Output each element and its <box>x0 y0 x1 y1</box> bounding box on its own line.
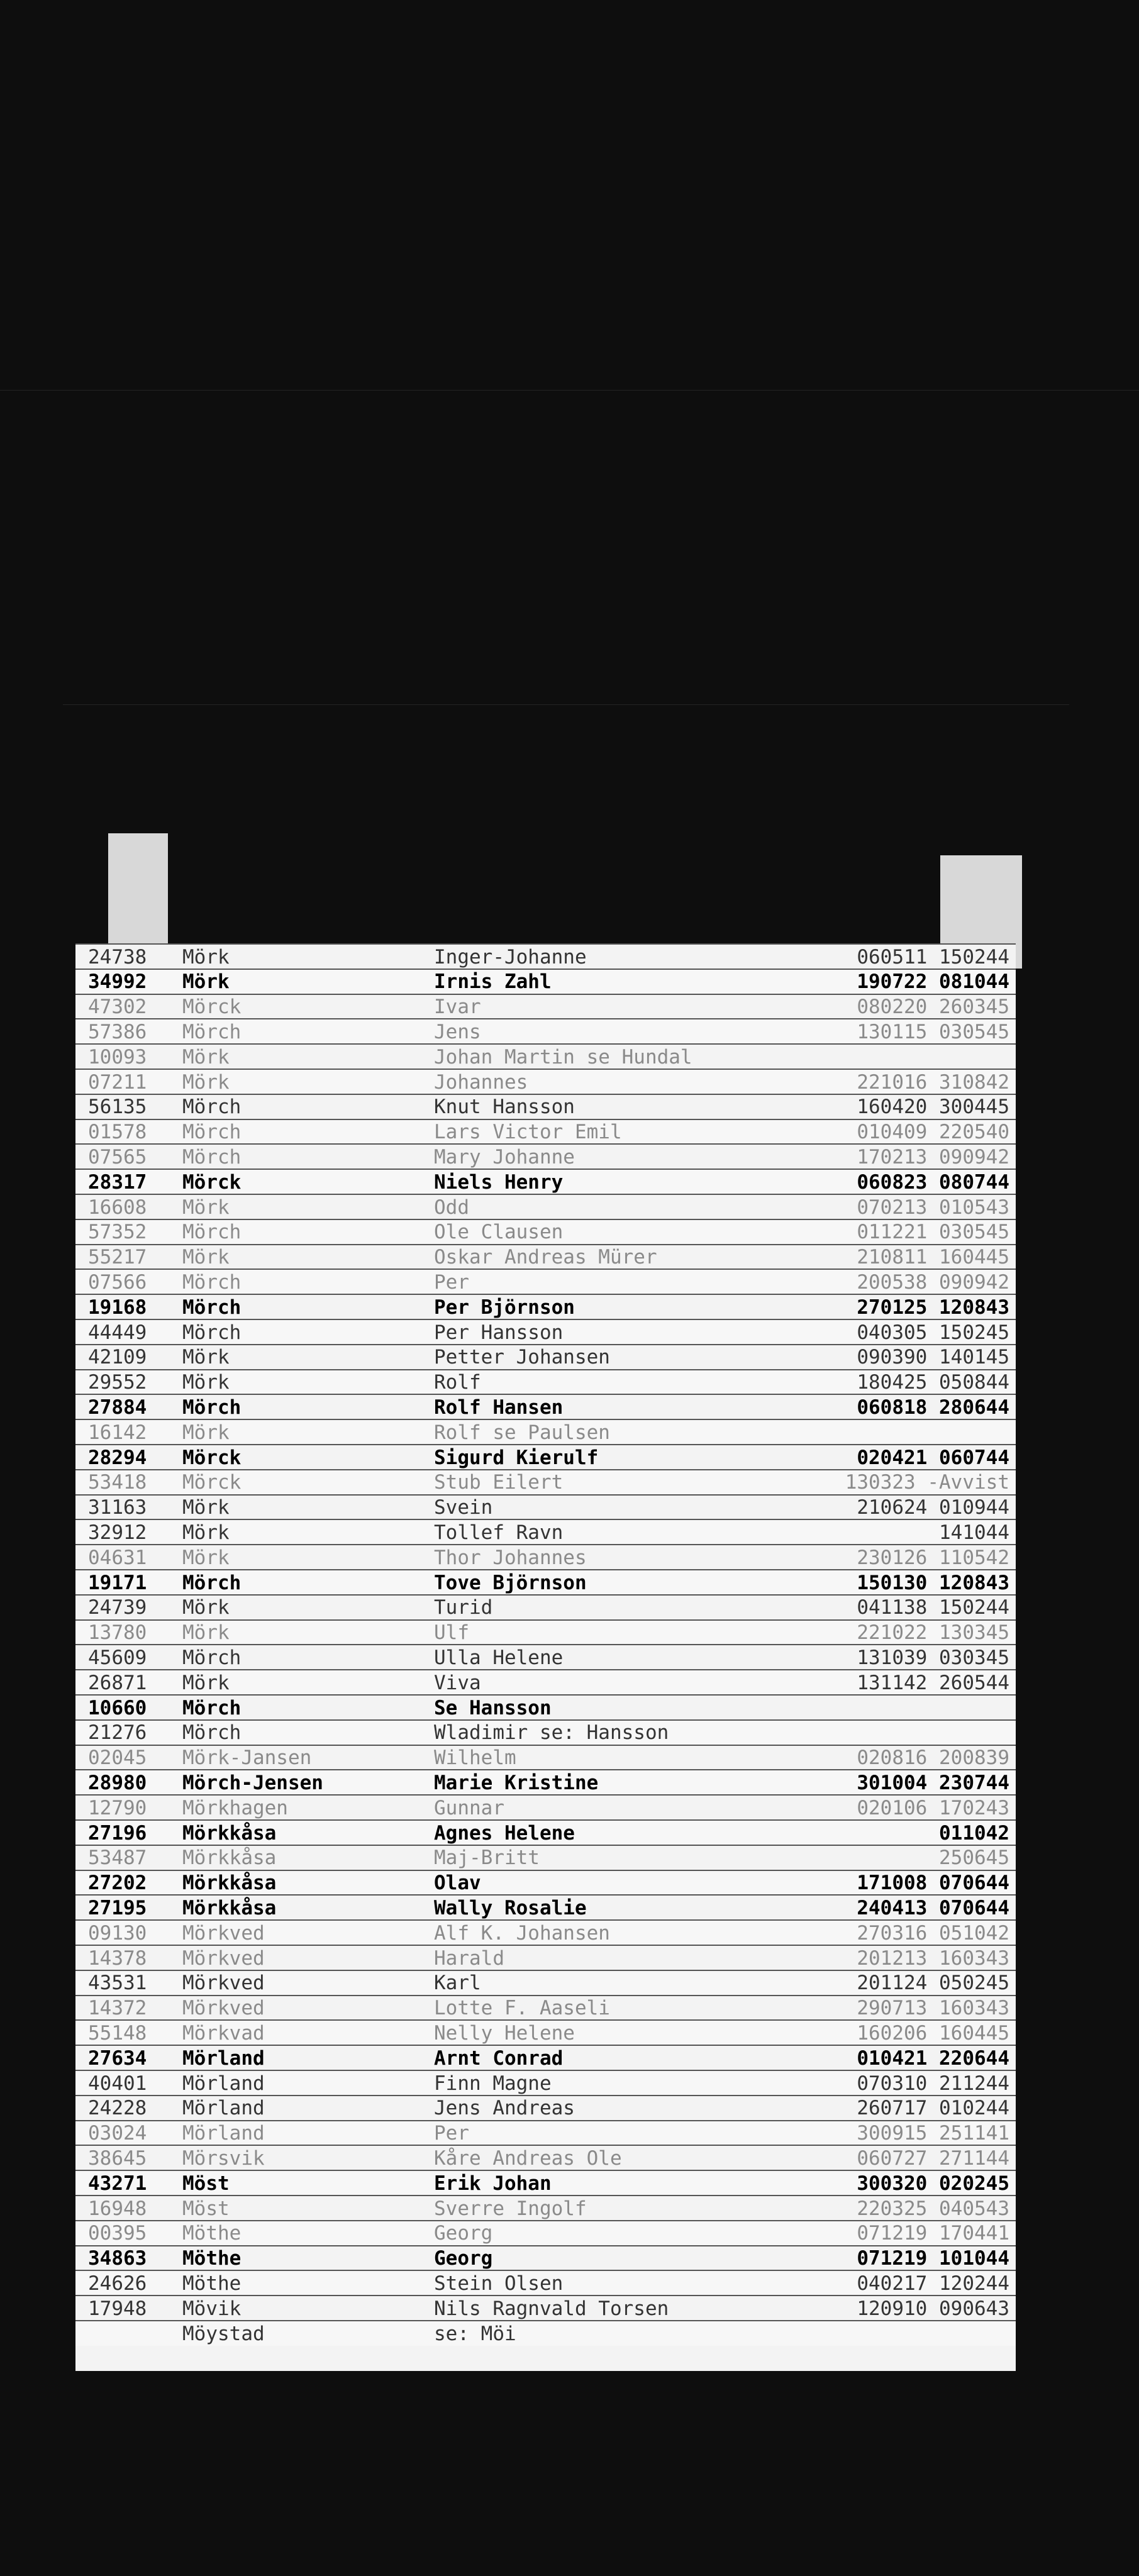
dates: 171008 070644 <box>857 1872 1009 1895</box>
dates: 010421 220644 <box>857 2046 1009 2070</box>
dates: 060511 150244 <box>857 945 1009 969</box>
dates: 020106 170243 <box>857 1796 1009 1819</box>
dates: 190722 081044 <box>857 970 1009 994</box>
surname: Mörk <box>182 1246 230 1269</box>
surname: Mörch-Jensen <box>182 1771 323 1794</box>
surname: Mörland <box>182 2097 265 2120</box>
dates: 130115 030545 <box>857 1020 1009 1043</box>
dates: 201124 050245 <box>857 1972 1009 1995</box>
index-card-stack <box>75 943 1016 2371</box>
index-card-row <box>75 2320 1016 2346</box>
surname: Mörland <box>182 2122 265 2145</box>
index-card-row <box>75 1870 1016 1896</box>
dates: 071219 101044 <box>857 2247 1009 2270</box>
given-name: Wilhelm <box>434 1746 516 1770</box>
dates: 170213 090942 <box>857 1145 1009 1169</box>
index-card-row <box>75 1043 1016 1069</box>
card-number: 31163 <box>88 1496 147 1519</box>
given-name: Erik Johan <box>434 2172 552 2195</box>
given-name: Stub Eilert <box>434 1471 564 1494</box>
dates: 300320 020245 <box>857 2172 1009 2195</box>
card-number: 55217 <box>88 1246 147 1269</box>
given-name: Rolf Hansen <box>434 1396 564 1419</box>
surname: Mörch <box>182 1221 242 1244</box>
card-number: 07566 <box>88 1270 147 1294</box>
given-name: Wally Rosalie <box>434 1896 587 1919</box>
index-card-row <box>75 1469 1016 1495</box>
dates: 180425 050844 <box>857 1371 1009 1394</box>
index-card-row <box>75 1544 1016 1570</box>
surname: Mörk <box>182 1521 230 1544</box>
given-name: Ulf <box>434 1621 469 1645</box>
dates: 131142 260544 <box>857 1671 1009 1694</box>
dates: 230126 110542 <box>857 1546 1009 1569</box>
card-number: 14378 <box>88 1946 147 1970</box>
index-card-row <box>75 1494 1016 1520</box>
surname: Mörch <box>182 1020 242 1043</box>
given-name: Gunnar <box>434 1796 504 1819</box>
dates: 011221 030545 <box>857 1221 1009 1244</box>
surname: Mörkved <box>182 1997 265 2020</box>
surname: Mörk-Jansen <box>182 1746 312 1770</box>
card-number: 27634 <box>88 2046 147 2070</box>
given-name: Rolf se Paulsen <box>434 1421 610 1444</box>
card-number: 14372 <box>88 1997 147 2020</box>
dates: 011042 <box>939 1821 1009 1845</box>
given-name: Arnt Conrad <box>434 2046 564 2070</box>
dates: 010409 220540 <box>857 1121 1009 1144</box>
index-card-row <box>75 2245 1016 2271</box>
dates: 020421 060744 <box>857 1446 1009 1469</box>
card-number: 42109 <box>88 1346 147 1369</box>
surname: Mövik <box>182 2297 242 2320</box>
given-name: Stein Olsen <box>434 2272 564 2295</box>
card-number: 10093 <box>88 1045 147 1069</box>
dates: 240413 070644 <box>857 1896 1009 1919</box>
dates: 200538 090942 <box>857 1270 1009 1294</box>
dates: 160206 160445 <box>857 2021 1009 2045</box>
given-name: Per <box>434 1270 469 1294</box>
dates: 060727 271144 <box>857 2146 1009 2170</box>
surname: Möthe <box>182 2222 242 2245</box>
given-name: Ivar <box>434 996 481 1019</box>
given-name: Wladimir se: Hansson <box>434 1721 669 1745</box>
surname: Mörk <box>182 1371 230 1394</box>
given-name: Ole Clausen <box>434 1221 564 1244</box>
card-number: 27884 <box>88 1396 147 1419</box>
index-card-row <box>75 2270 1016 2296</box>
card-number: 27202 <box>88 1872 147 1895</box>
card-number: 55148 <box>88 2021 147 2045</box>
index-card-row <box>75 2095 1016 2121</box>
dates: 131039 030345 <box>857 1646 1009 1669</box>
dates: 130323 -Avvist <box>845 1471 1009 1494</box>
given-name: Harald <box>434 1946 504 1970</box>
index-card-row <box>75 1769 1016 1795</box>
given-name: Johannes <box>434 1070 528 1094</box>
card-number: 09130 <box>88 1921 147 1945</box>
surname: Mörk <box>182 1496 230 1519</box>
card-number: 10660 <box>88 1696 147 1719</box>
index-card-row <box>75 2145 1016 2170</box>
card-number: 34863 <box>88 2247 147 2270</box>
dates: 301004 230744 <box>857 1771 1009 1794</box>
given-name: Finn Magne <box>434 2072 552 2095</box>
dates: 290713 160343 <box>857 1997 1009 2020</box>
index-card-row <box>75 2070 1016 2096</box>
dates: 090390 140145 <box>857 1346 1009 1369</box>
dates: 060818 280644 <box>857 1396 1009 1419</box>
card-number: 04631 <box>88 1546 147 1569</box>
card-number: 07211 <box>88 1070 147 1094</box>
surname: Mörch <box>182 1270 242 1294</box>
given-name: Jens <box>434 1020 481 1043</box>
surname: Mörkhagen <box>182 1796 288 1819</box>
given-name: Petter Johansen <box>434 1346 610 1369</box>
index-card-row <box>75 1194 1016 1219</box>
dates: 250645 <box>939 1846 1009 1870</box>
given-name: Knut Hansson <box>434 1096 575 1119</box>
given-name: Karl <box>434 1972 481 1995</box>
card-number: 45609 <box>88 1646 147 1669</box>
card-number: 53487 <box>88 1846 147 1870</box>
index-card-row <box>75 1970 1016 1996</box>
surname: Mörkkåsa <box>182 1846 277 1870</box>
surname: Mörk <box>182 1596 230 1619</box>
given-name: Mary Johanne <box>434 1145 575 1169</box>
surname: Möst <box>182 2197 230 2220</box>
given-name: Tove Björnson <box>434 1571 587 1594</box>
index-card-row <box>75 1669 1016 1695</box>
dates: 080220 260345 <box>857 996 1009 1019</box>
surname: Mörk <box>182 1546 230 1569</box>
surname: Möystad <box>182 2322 265 2345</box>
surname: Mörk <box>182 1045 230 1069</box>
surname: Mörkkåsa <box>182 1872 277 1895</box>
index-card-row <box>75 1143 1016 1169</box>
card-number: 27195 <box>88 1896 147 1919</box>
index-card-row <box>75 969 1016 994</box>
given-name: Per Hansson <box>434 1321 564 1344</box>
given-name: Per Björnson <box>434 1296 575 1319</box>
dates: 040305 150245 <box>857 1321 1009 1344</box>
surname: Mörch <box>182 1145 242 1169</box>
index-tab-left <box>108 833 168 943</box>
card-number: 34992 <box>88 970 147 994</box>
card-number: 21276 <box>88 1721 147 1745</box>
index-card-row <box>75 1219 1016 1245</box>
surname: Mörch <box>182 1321 242 1344</box>
card-number: 28317 <box>88 1170 147 1194</box>
index-card-row <box>75 1119 1016 1145</box>
given-name: Lars Victor Emil <box>434 1121 622 1144</box>
index-card-row <box>75 1794 1016 1820</box>
card-number: 27196 <box>88 1821 147 1845</box>
index-card-row <box>75 1344 1016 1370</box>
index-card-row <box>75 1419 1016 1445</box>
given-name: Svein <box>434 1496 493 1519</box>
dates: 201213 160343 <box>857 1946 1009 1970</box>
given-name: Se Hansson <box>434 1696 552 1719</box>
surname: Möst <box>182 2172 230 2195</box>
given-name: Lotte F. Aaseli <box>434 1997 610 2020</box>
dates: 220325 040543 <box>857 2197 1009 2220</box>
given-name: Per <box>434 2122 469 2145</box>
surname: Mörch <box>182 1721 242 1745</box>
dates: 221016 310842 <box>857 1070 1009 1094</box>
given-name: Inger-Johanne <box>434 945 587 969</box>
dates: 270316 051042 <box>857 1921 1009 1945</box>
surname: Mörkvad <box>182 2021 265 2045</box>
given-name: Kåre Andreas Ole <box>434 2146 622 2170</box>
surname: Mörch <box>182 1121 242 1144</box>
card-number: 16948 <box>88 2197 147 2220</box>
card-number: 28294 <box>88 1446 147 1469</box>
card-number: 47302 <box>88 996 147 1019</box>
film-scratch <box>63 704 1069 705</box>
given-name: se: Möi <box>434 2322 516 2345</box>
surname: Mörck <box>182 1446 242 1469</box>
given-name: Jens Andreas <box>434 2097 575 2120</box>
surname: Mörkkåsa <box>182 1821 277 1845</box>
card-number: 32912 <box>88 1521 147 1544</box>
dates: 040217 120244 <box>857 2272 1009 2295</box>
index-card-row <box>75 943 1016 969</box>
index-card-row <box>75 1269 1016 1294</box>
surname: Mörkved <box>182 1972 265 1995</box>
index-card-row <box>75 994 1016 1019</box>
card-number: 53418 <box>88 1471 147 1494</box>
index-card-row <box>75 2019 1016 2045</box>
dates: 071219 170441 <box>857 2222 1009 2245</box>
given-name: Tollef Ravn <box>434 1521 564 1544</box>
surname: Mörck <box>182 996 242 1019</box>
index-card-row <box>75 1945 1016 1970</box>
dates: 070310 211244 <box>857 2072 1009 2095</box>
surname: Möthe <box>182 2247 242 2270</box>
dates: 270125 120843 <box>857 1296 1009 1319</box>
index-card-row <box>75 1519 1016 1545</box>
index-card-row <box>75 2195 1016 2221</box>
dates: 221022 130345 <box>857 1621 1009 1645</box>
surname: Mörch <box>182 1571 242 1594</box>
index-card-row <box>75 1069 1016 1094</box>
given-name: Georg <box>434 2247 493 2270</box>
index-card-row <box>75 1644 1016 1670</box>
card-number: 24738 <box>88 945 147 969</box>
given-name: Maj-Britt <box>434 1846 540 1870</box>
surname: Mörch <box>182 1296 242 1319</box>
card-number: 43271 <box>88 2172 147 2195</box>
card-number: 07565 <box>88 1145 147 1169</box>
dates: 120910 090643 <box>857 2297 1009 2320</box>
card-number: 38645 <box>88 2146 147 2170</box>
card-number: 24626 <box>88 2272 147 2295</box>
dates: 141044 <box>939 1521 1009 1544</box>
index-card-row <box>75 1444 1016 1470</box>
card-number: 29552 <box>88 1371 147 1394</box>
card-number: 28980 <box>88 1771 147 1794</box>
card-number: 03024 <box>88 2122 147 2145</box>
given-name: Marie Kristine <box>434 1771 599 1794</box>
card-number: 24228 <box>88 2097 147 2120</box>
card-number: 56135 <box>88 1096 147 1119</box>
surname: Mörk <box>182 1671 230 1694</box>
card-number: 12790 <box>88 1796 147 1819</box>
card-number: 17948 <box>88 2297 147 2320</box>
dates: 260717 010244 <box>857 2097 1009 2120</box>
surname: Mörkved <box>182 1921 265 1945</box>
surname: Mörch <box>182 1396 242 1419</box>
surname: Mörck <box>182 1170 242 1194</box>
given-name: Sverre Ingolf <box>434 2197 587 2220</box>
card-number: 16608 <box>88 1196 147 1219</box>
index-card-row <box>75 1394 1016 1419</box>
index-card-row <box>75 1294 1016 1319</box>
index-card-row <box>75 2170 1016 2196</box>
given-name: Niels Henry <box>434 1170 564 1194</box>
given-name: Turid <box>434 1596 493 1619</box>
index-card-row <box>75 1745 1016 1770</box>
dates: 020816 200839 <box>857 1746 1009 1770</box>
index-card-row <box>75 1594 1016 1620</box>
index-card-row <box>75 2220 1016 2246</box>
surname: Mörk <box>182 1196 230 1219</box>
card-number: 24739 <box>88 1596 147 1619</box>
dates: 210624 010944 <box>857 1496 1009 1519</box>
surname: Mörck <box>182 1471 242 1494</box>
card-number: 19168 <box>88 1296 147 1319</box>
index-card-row <box>75 1845 1016 1870</box>
index-card-row <box>75 2295 1016 2321</box>
given-name: Olav <box>434 1872 481 1895</box>
given-name: Irnis Zahl <box>434 970 552 994</box>
dates: 300915 251141 <box>857 2122 1009 2145</box>
card-number: 02045 <box>88 1746 147 1770</box>
index-card-row <box>75 1018 1016 1044</box>
card-number: 57352 <box>88 1221 147 1244</box>
surname: Mörch <box>182 1696 242 1719</box>
given-name: Rolf <box>434 1371 481 1394</box>
card-number: 01578 <box>88 1121 147 1144</box>
index-card-row <box>75 1719 1016 1745</box>
card-number: 19171 <box>88 1571 147 1594</box>
given-name: Nelly Helene <box>434 2021 575 2045</box>
given-name: Agnes Helene <box>434 1821 575 1845</box>
surname: Mörk <box>182 1346 230 1369</box>
surname: Mörk <box>182 1421 230 1444</box>
surname: Mörkved <box>182 1946 265 1970</box>
given-name: Oskar Andreas Mürer <box>434 1246 657 1269</box>
index-card-row <box>75 2120 1016 2146</box>
given-name: Odd <box>434 1196 469 1219</box>
card-number: 40401 <box>88 2072 147 2095</box>
index-card-row <box>75 1819 1016 1845</box>
card-number: 13780 <box>88 1621 147 1645</box>
surname: Mörsvik <box>182 2146 265 2170</box>
given-name: Johan Martin se Hundal <box>434 1045 692 1069</box>
given-name: Sigurd Kierulf <box>434 1446 599 1469</box>
index-card-row <box>75 1694 1016 1720</box>
film-scratch <box>0 390 1139 391</box>
surname: Mörch <box>182 1646 242 1669</box>
index-card-row <box>75 1995 1016 2021</box>
surname: Mörkkåsa <box>182 1896 277 1919</box>
dates: 210811 160445 <box>857 1246 1009 1269</box>
dates: 041138 150244 <box>857 1596 1009 1619</box>
index-card-row <box>75 1369 1016 1395</box>
given-name: Nils Ragnvald Torsen <box>434 2297 669 2320</box>
given-name: Georg <box>434 2222 493 2245</box>
surname: Mörk <box>182 945 230 969</box>
given-name: Thor Johannes <box>434 1546 587 1569</box>
index-card-row <box>75 1244 1016 1270</box>
index-card-row <box>75 1169 1016 1194</box>
index-card-row <box>75 1619 1016 1645</box>
dates: 060823 080744 <box>857 1170 1009 1194</box>
given-name: Alf K. Johansen <box>434 1921 610 1945</box>
index-card-row <box>75 1894 1016 1920</box>
card-number: 57386 <box>88 1020 147 1043</box>
index-card-row <box>75 1319 1016 1345</box>
surname: Mörk <box>182 1070 230 1094</box>
index-card-row <box>75 1094 1016 1119</box>
dates: 070213 010543 <box>857 1196 1009 1219</box>
surname: Mörk <box>182 970 230 994</box>
index-card-row <box>75 1569 1016 1595</box>
card-number: 44449 <box>88 1321 147 1344</box>
index-card-row <box>75 1919 1016 1945</box>
card-number: 00395 <box>88 2222 147 2245</box>
surname: Mörk <box>182 1621 230 1645</box>
card-number: 43531 <box>88 1972 147 1995</box>
card-number: 26871 <box>88 1671 147 1694</box>
surname: Mörland <box>182 2046 265 2070</box>
surname: Mörland <box>182 2072 265 2095</box>
given-name: Ulla Helene <box>434 1646 564 1669</box>
card-number: 16142 <box>88 1421 147 1444</box>
dates: 150130 120843 <box>857 1571 1009 1594</box>
given-name: Viva <box>434 1671 481 1694</box>
surname: Möthe <box>182 2272 242 2295</box>
dates: 160420 300445 <box>857 1096 1009 1119</box>
surname: Mörch <box>182 1096 242 1119</box>
index-card-row <box>75 2045 1016 2070</box>
